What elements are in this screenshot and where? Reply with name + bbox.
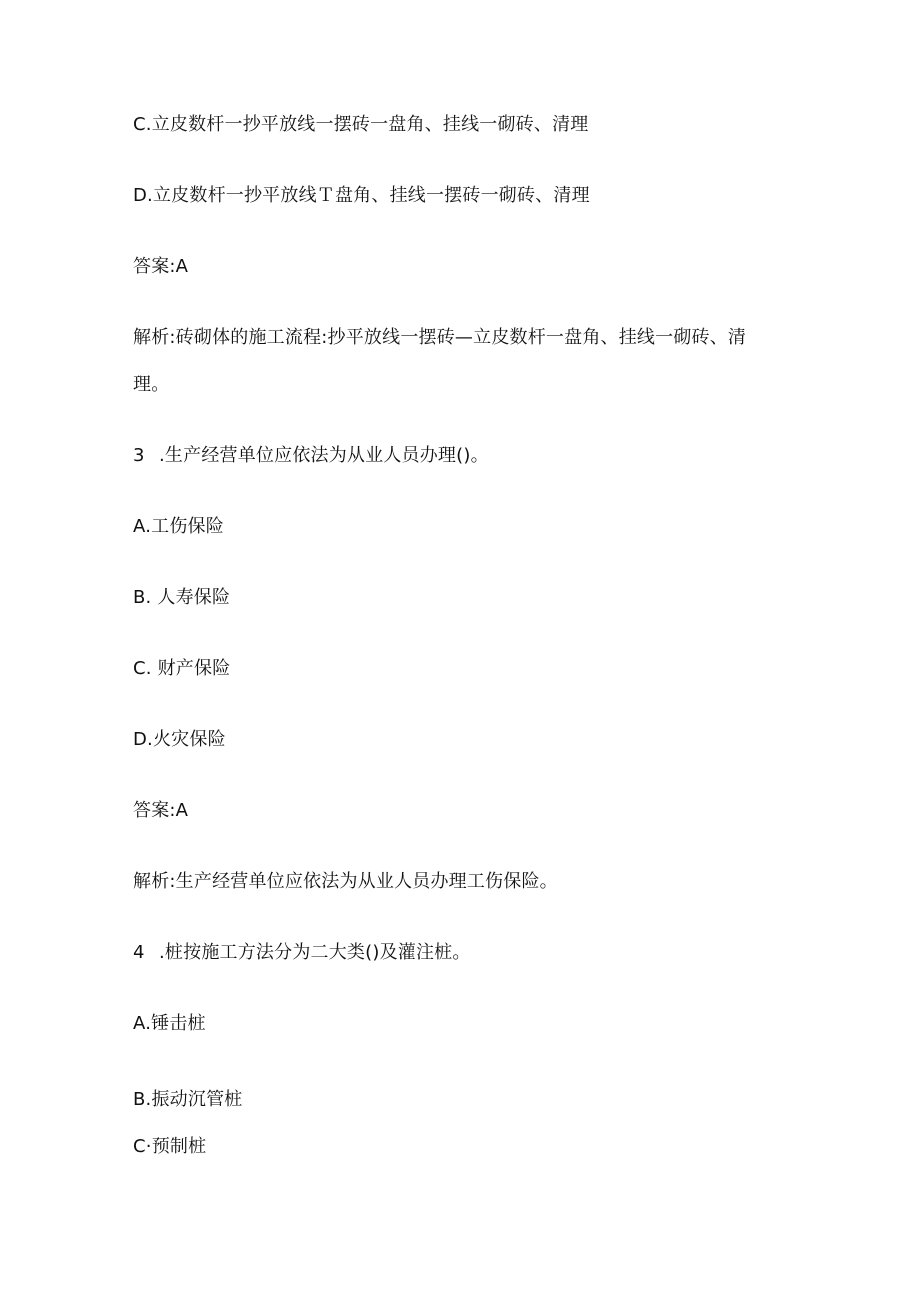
q3-stem [133, 444, 489, 468]
q4-number: 4 [133, 942, 145, 963]
q3-stem-text: .生产经营单位应依法为从业人员办理()。 [159, 445, 489, 466]
q3-analysis: 解析:生产经营单位应依法为从业人员办理工伤保险。 [133, 871, 558, 892]
q2-analysis-line1: 解析:砖砌体的施工流程:抄平放线一摆砖—立皮数杆一盘角、挂线一砌砖、清 [133, 327, 747, 348]
q4-stem-text: .桩按施工方法分为二大类()及灌注桩。 [159, 942, 471, 963]
q2-analysis-line2: 理。 [133, 374, 170, 395]
q3-option-b: B. 人寿保险 [133, 587, 231, 608]
q2-option-d: D.立皮数杆一抄平放线Ｔ盘角、挂线一摆砖一砌砖、清理 [133, 185, 590, 206]
q3-answer: 答案:A [133, 800, 189, 821]
q2-answer: 答案:A [133, 256, 189, 277]
q3-number: 3 [133, 445, 145, 466]
q3-option-a: A.工伤保险 [133, 516, 224, 537]
q2-option-c: C.立皮数杆一抄平放线一摆砖一盘角、挂线一砌砖、清理 [133, 114, 589, 135]
q3-option-d: D.火灾保险 [133, 729, 226, 750]
q4-option-c: C·预制桩 [133, 1136, 207, 1157]
q3-option-c: C. 财产保险 [133, 658, 231, 679]
q4-option-a: A.锤击桩 [133, 1013, 206, 1034]
q4-option-b: B.振动沉管桩 [133, 1089, 243, 1110]
q4-stem [133, 941, 471, 965]
